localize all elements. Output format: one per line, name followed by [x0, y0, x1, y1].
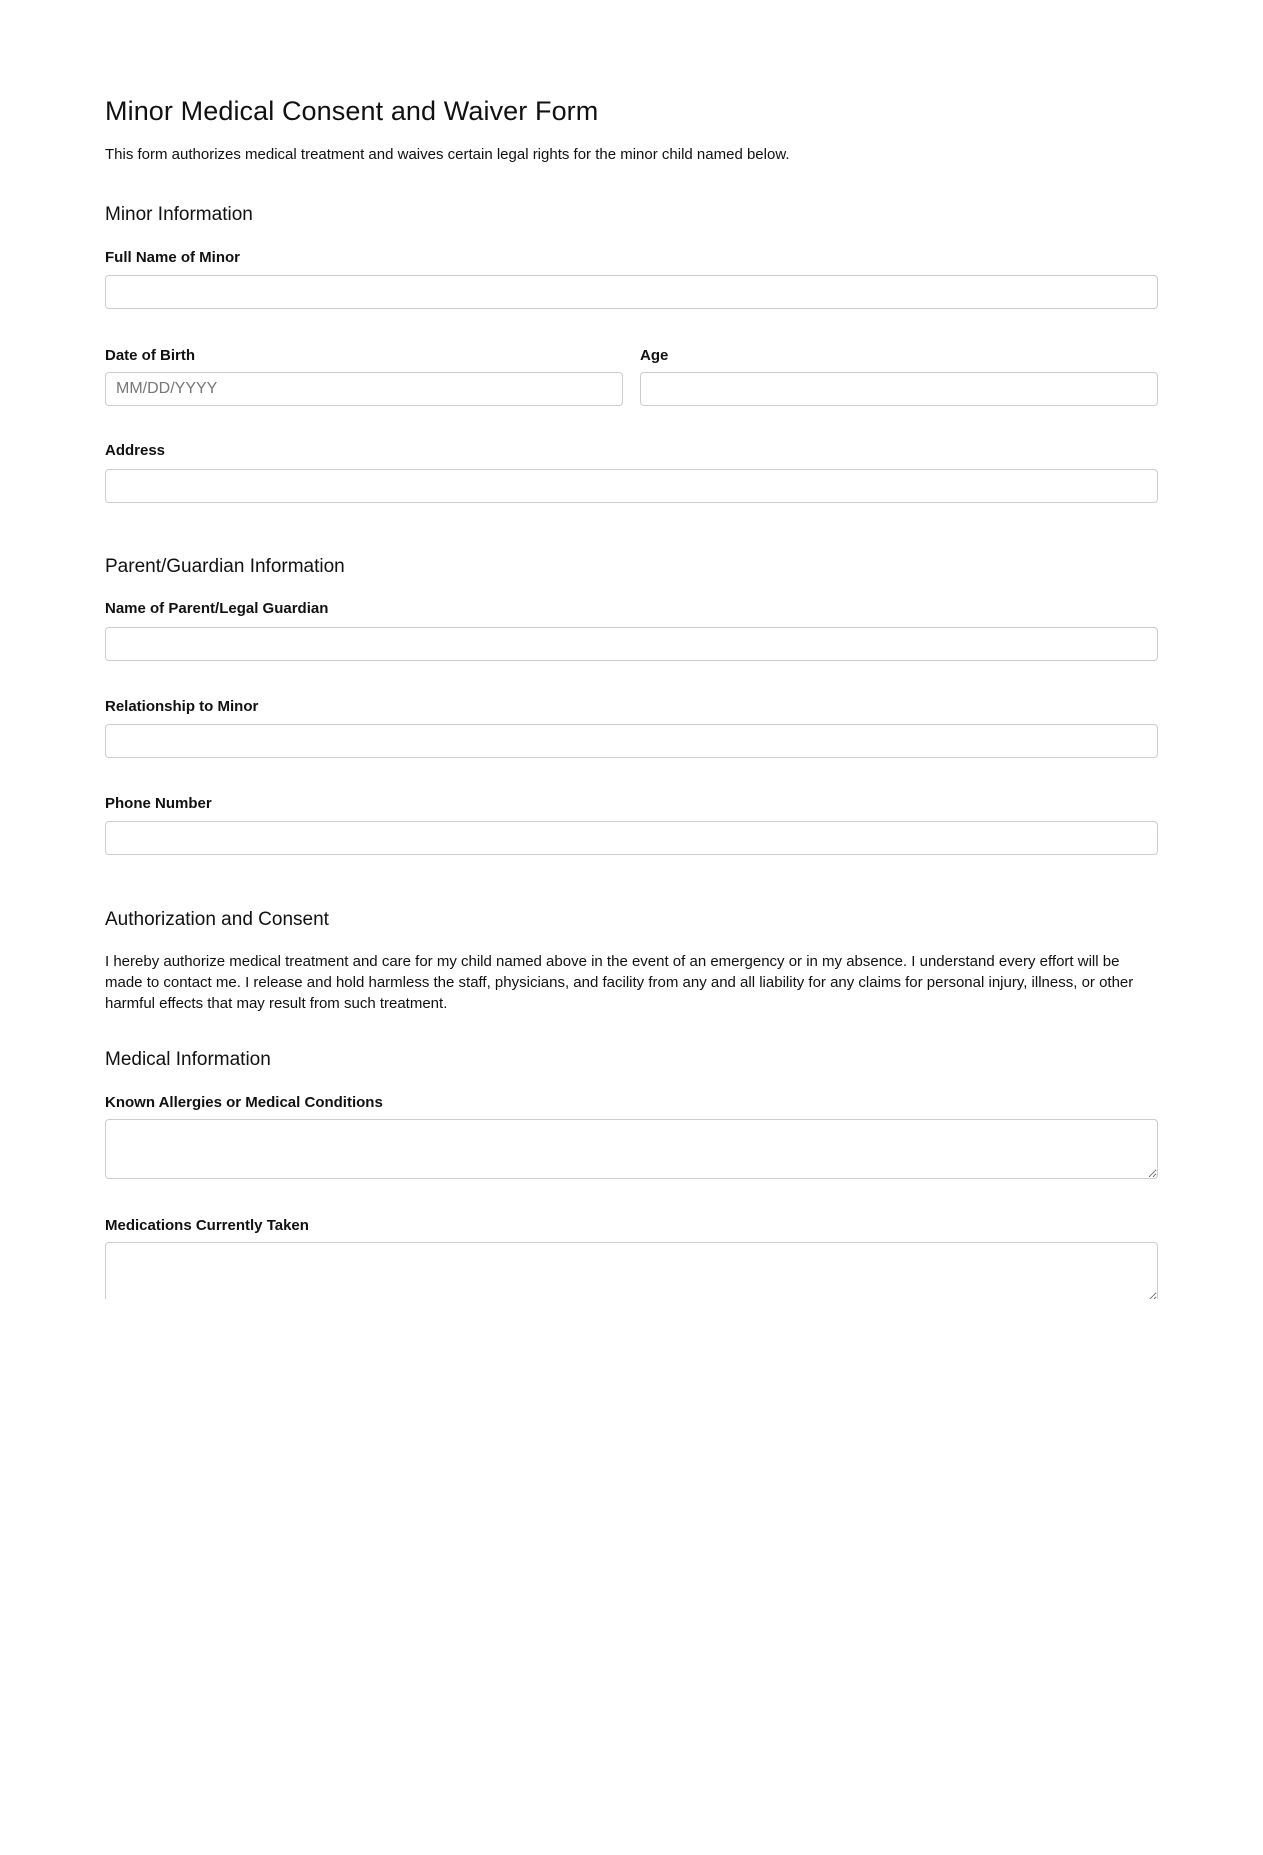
section-heading-minor-information: Minor Information	[105, 204, 253, 225]
label-phone-number: Phone Number	[105, 795, 212, 812]
section-heading-authorization-and-consent: Authorization and Consent	[105, 909, 329, 930]
form-description: This form authorizes medical treatment and waives certain legal rights for the minor child named below.	[105, 146, 790, 163]
section-heading-parent-guardian-information: Parent/Guardian Information	[105, 556, 345, 577]
label-known-allergies: Known Allergies or Medical Conditions	[105, 1094, 383, 1111]
consent-statement: I hereby authorize medical treatment and care for my child named above in the event of an emergency or in my absence. I understand every effort will be made to contact me. I release and hold harmless the staff, physicians, and facility from any and all liability for any claims for personal injury, illness, or other harmful effects that may result from such treatment.	[105, 953, 1134, 1012]
age-input[interactable]	[640, 372, 1158, 406]
label-address: Address	[105, 442, 166, 459]
parent-guardian-name-input[interactable]	[105, 627, 1158, 661]
page-title: Minor Medical Consent and Waiver Form	[105, 96, 599, 126]
date-of-birth-input[interactable]	[105, 372, 623, 406]
address-input[interactable]	[105, 469, 1158, 503]
medications-textarea[interactable]	[105, 1242, 1158, 1299]
label-medications-currently-taken: Medications Currently Taken	[105, 1217, 309, 1234]
full-name-of-minor-input[interactable]	[105, 275, 1158, 309]
label-age: Age	[640, 347, 669, 364]
phone-number-input[interactable]	[105, 821, 1158, 855]
label-full-name-of-minor: Full Name of Minor	[105, 249, 240, 266]
label-relationship-to-minor: Relationship to Minor	[105, 698, 259, 715]
label-name-of-parent-guardian: Name of Parent/Legal Guardian	[105, 600, 329, 617]
section-heading-medical-information: Medical Information	[105, 1049, 271, 1070]
label-date-of-birth: Date of Birth	[105, 347, 195, 364]
known-allergies-textarea[interactable]	[105, 1119, 1158, 1179]
relationship-to-minor-input[interactable]	[105, 724, 1158, 758]
